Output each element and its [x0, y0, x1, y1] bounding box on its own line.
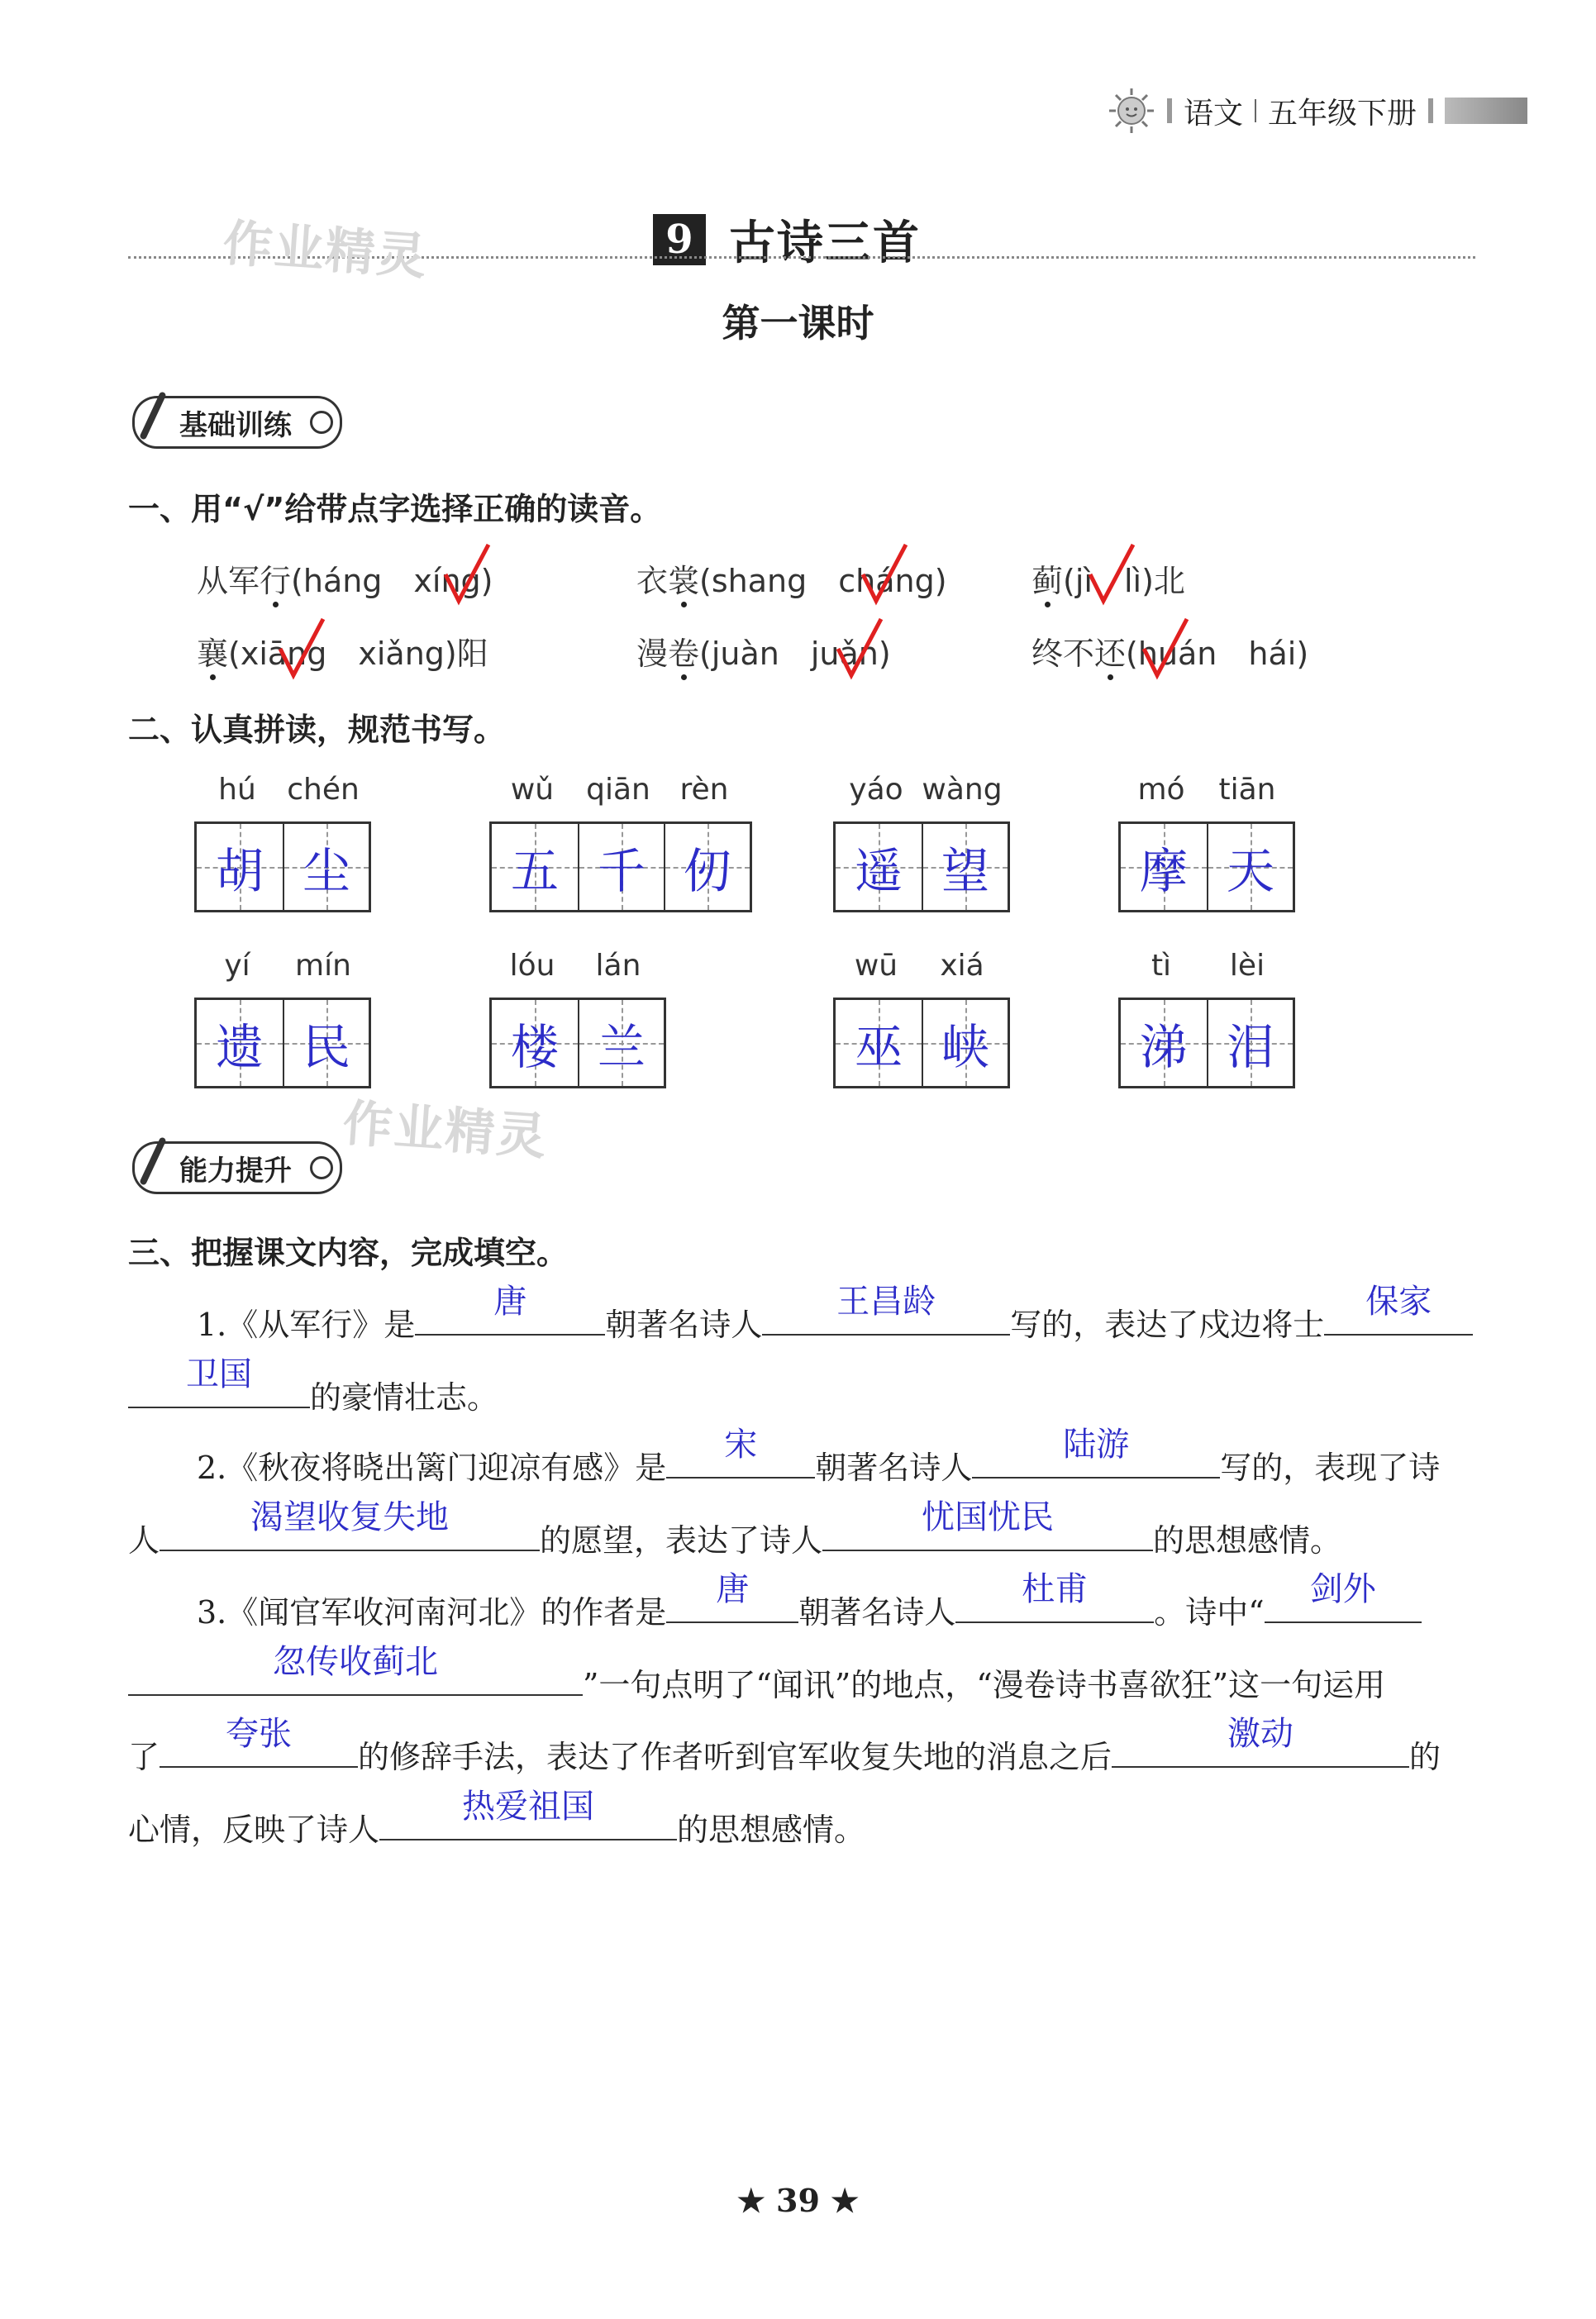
question-3-heading: 三、把握课文内容，完成填空。 — [128, 1235, 569, 1271]
char-box: 楼 — [492, 1000, 578, 1086]
answer-blank: 唐 — [666, 1588, 798, 1623]
page-number: ★ 39 ★ — [736, 2182, 860, 2219]
check-mark-icon — [1141, 616, 1190, 682]
pinyin: yí — [224, 949, 250, 983]
section-badge-label: 基础训练 — [174, 396, 303, 449]
badge-end-icon — [303, 396, 342, 449]
char-box: 兰 — [578, 1000, 664, 1086]
header-grade: 五年级下册 — [1268, 96, 1417, 131]
answer-blank: 渴望收复失地 — [160, 1517, 540, 1551]
check-mark-icon — [835, 616, 884, 682]
writing-group — [1118, 773, 1295, 912]
header-gradient-bar — [1445, 98, 1527, 124]
pinyin: tiān — [1218, 773, 1276, 807]
badge-end-icon — [303, 1141, 342, 1194]
header-divider — [1167, 98, 1172, 123]
pinyin: mín — [295, 949, 351, 983]
writing-group — [833, 773, 1010, 912]
lesson-title-block — [653, 207, 921, 273]
pinyin: rèn — [679, 773, 729, 807]
writing-group — [833, 949, 1010, 1088]
q1-item: 终不还(huán hái) — [1031, 636, 1309, 672]
char-box: 望 — [922, 824, 1008, 910]
question-1-heading: 一、用“√”给带点字选择正确的读音。 — [128, 491, 662, 527]
answer-blank: 宋 — [666, 1444, 815, 1479]
section-badge-advanced — [132, 1142, 342, 1193]
char-box: 仞 — [664, 824, 750, 910]
watermark: 作业精灵 — [341, 1094, 550, 1167]
check-mark-icon — [860, 541, 909, 607]
answer-blank: 陆游 — [972, 1444, 1220, 1479]
page-header — [1108, 86, 1527, 136]
check-mark-icon — [277, 616, 326, 682]
pinyin: mó — [1137, 773, 1185, 807]
section-badge-label: 能力提升 — [174, 1141, 303, 1194]
question-2-heading: 二、认真拼读，规范书写。 — [128, 712, 506, 748]
fill-line: 3.《闻官军收河南河北》的作者是 唐 朝著名诗人 杜甫 。诗中“ 剑外 — [197, 1587, 1422, 1632]
char-box: 遥 — [836, 824, 922, 910]
pinyin: yáo — [849, 773, 903, 807]
pinyin: wàng — [922, 773, 1003, 807]
char-box: 五 — [492, 824, 578, 910]
answer-blank: 剑外 — [1265, 1588, 1422, 1623]
pencil-icon — [132, 1141, 174, 1194]
pinyin: chén — [287, 773, 360, 807]
pencil-icon — [132, 396, 174, 449]
header-divider — [1428, 98, 1433, 123]
answer-blank: 忧国忧民 — [822, 1517, 1153, 1551]
char-box: 胡 — [197, 824, 283, 910]
answer-blank: 保家 — [1324, 1301, 1473, 1336]
char-box: 遗 — [197, 1000, 283, 1086]
char-box: 峡 — [922, 1000, 1008, 1086]
sun-logo-icon — [1108, 87, 1155, 135]
pinyin: lóu — [509, 949, 555, 983]
writing-group — [194, 949, 371, 1088]
fill-line: 1.《从军行》是 唐 朝著名诗人 王昌龄 写的，表达了戍边将士 保家 — [197, 1299, 1473, 1345]
lesson-title: 古诗三首 — [729, 216, 921, 270]
writing-group — [194, 773, 371, 912]
answer-blank: 卫国 — [128, 1374, 310, 1408]
fill-line: 人 渴望收复失地 的愿望，表达了诗人 忧国忧民 的思想感情。 — [128, 1498, 1342, 1559]
header-separator — [1255, 99, 1256, 122]
watermark: 作业精灵 — [221, 214, 430, 287]
char-box: 涕 — [1121, 1000, 1207, 1086]
answer-blank: 激动 — [1112, 1733, 1409, 1768]
char-box: 巫 — [836, 1000, 922, 1086]
answer-blank: 杜甫 — [955, 1588, 1154, 1623]
check-mark-icon — [1087, 541, 1136, 607]
fill-line: 心情，反映了诗人 热爱祖国 的思想感情。 — [128, 1788, 866, 1848]
fill-line: 2.《秋夜将晓出篱门迎凉有感》是 宋 朝著名诗人 陆游 写的，表现了诗 — [197, 1426, 1441, 1486]
char-box: 千 — [578, 824, 664, 910]
answer-blank: 唐 — [415, 1301, 605, 1336]
fill-line: 忽传收蓟北 ”一句点明了“闻讯”的地点，“漫卷诗书喜欲狂”这一句运用 — [128, 1659, 1385, 1705]
lesson-subtitle: 第一课时 — [722, 301, 874, 345]
char-box: 民 — [283, 1000, 369, 1086]
pinyin: qiān — [586, 773, 650, 807]
writing-group — [489, 773, 752, 912]
q1-item: 襄(xiāng xiǎng)阳 — [197, 636, 488, 672]
q1-item: 漫卷(juàn juǎn) — [636, 636, 891, 672]
pinyin: wū — [854, 949, 898, 983]
pinyin: tì — [1151, 949, 1172, 983]
writing-group — [489, 949, 666, 1088]
q1-item: 衣裳(shang cháng) — [636, 563, 947, 599]
pinyin: lèi — [1229, 949, 1265, 983]
fill-line: 了 夸张 的修辞手法，表达了作者听到官军收复失地的消息之后 激动 的 — [128, 1715, 1441, 1775]
char-box: 摩 — [1121, 824, 1207, 910]
check-mark-icon — [442, 541, 492, 607]
q1-item: 蓟(jì lì)北 — [1031, 563, 1185, 599]
char-box: 泪 — [1207, 1000, 1293, 1086]
section-badge-basic — [132, 397, 342, 448]
answer-blank: 王昌龄 — [762, 1301, 1010, 1336]
lesson-number: 9 — [653, 214, 706, 265]
writing-group — [1118, 949, 1295, 1088]
pinyin: xiá — [940, 949, 984, 983]
answer-blank: 夸张 — [160, 1733, 358, 1768]
fill-line: 卫国 的豪情壮志。 — [128, 1372, 498, 1417]
q1-item: 从军行(háng xíng) — [197, 563, 493, 599]
header-subject: 语文 — [1184, 96, 1244, 131]
answer-blank: 热爱祖国 — [379, 1806, 677, 1840]
char-box: 尘 — [283, 824, 369, 910]
pinyin: wǔ — [510, 773, 555, 807]
pinyin: hú — [218, 773, 256, 807]
char-box: 天 — [1207, 824, 1293, 910]
answer-blank: 忽传收蓟北 — [128, 1661, 583, 1696]
pinyin: lán — [595, 949, 641, 983]
